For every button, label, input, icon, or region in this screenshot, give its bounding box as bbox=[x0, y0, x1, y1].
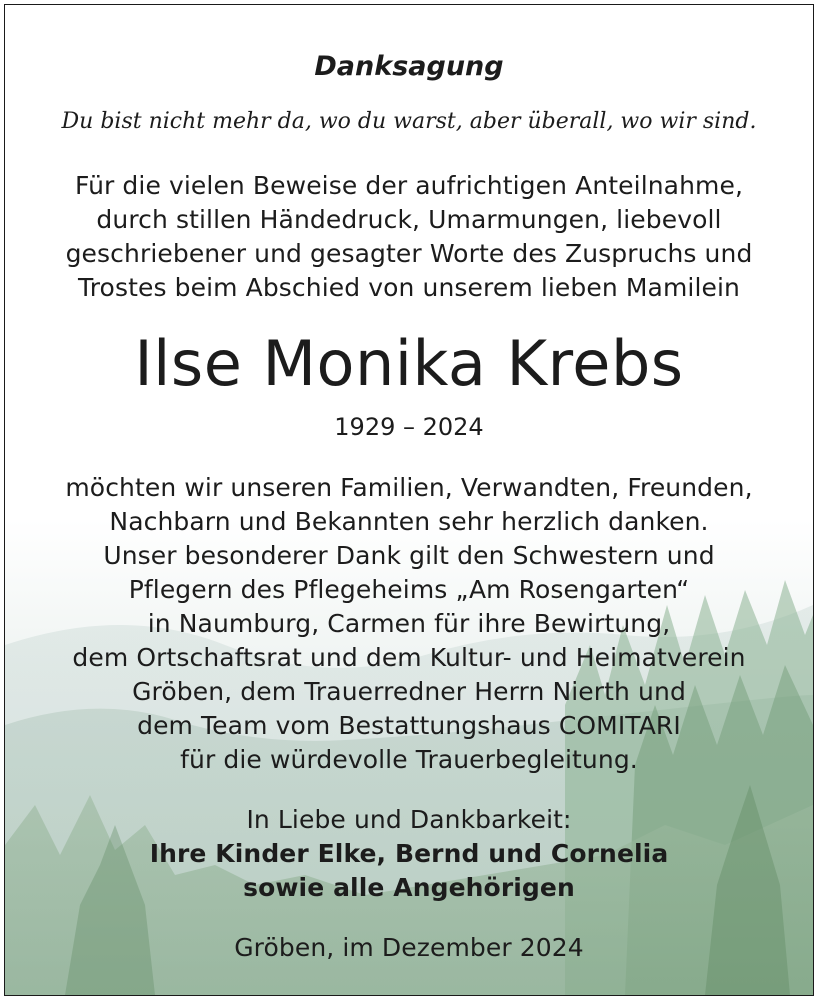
thanks-line: möchten wir unseren Familien, Verwandten, Freunden, bbox=[65, 473, 753, 502]
deceased-name: Ilse Monika Krebs bbox=[134, 327, 684, 400]
signature-line: Ihre Kinder Elke, Bernd und Cornelia bbox=[149, 839, 669, 868]
intro-line: durch stillen Händedruck, Umarmungen, liebevoll bbox=[96, 205, 722, 234]
life-dates: 1929 – 2024 bbox=[334, 413, 484, 441]
intro-line: geschriebener und gesagter Worte des Zuspruchs und bbox=[65, 239, 753, 268]
closing: In Liebe und Dankbarkeit: bbox=[246, 805, 572, 834]
thanks-line: für die würdevolle Trauerbegleitung. bbox=[180, 745, 638, 774]
thanks-line: dem Team vom Bestattungshaus COMITARI bbox=[137, 711, 681, 740]
thanks-line: Nachbarn und Bekannten sehr herzlich danken. bbox=[109, 507, 709, 536]
thanks-line: Pflegern des Pflegeheims „Am Rosengarten“ bbox=[128, 575, 690, 604]
thanks-line: Gröben, dem Trauerredner Herrn Nierth und bbox=[132, 677, 686, 706]
heading: Danksagung bbox=[314, 51, 504, 82]
thanks-line: Unser besonderer Dank gilt den Schwestern und bbox=[103, 541, 715, 570]
notice-text bbox=[5, 5, 813, 995]
intro-line: Trostes beim Abschied von unserem lieben Mamilein bbox=[78, 273, 740, 302]
thanks-line: in Naumburg, Carmen für ihre Bewirtung, bbox=[147, 609, 671, 638]
place-date: Gröben, im Dezember 2024 bbox=[234, 933, 584, 962]
notice-card bbox=[4, 4, 814, 996]
signature-line: sowie alle Angehörigen bbox=[243, 873, 575, 902]
thanks-line: dem Ortschaftsrat und dem Kultur- und Heimatverein bbox=[72, 643, 746, 672]
quote: Du bist nicht mehr da, wo du warst, aber überall, wo wir sind. bbox=[61, 109, 757, 134]
intro-line: Für die vielen Beweise der aufrichtigen Anteilnahme, bbox=[74, 171, 744, 200]
